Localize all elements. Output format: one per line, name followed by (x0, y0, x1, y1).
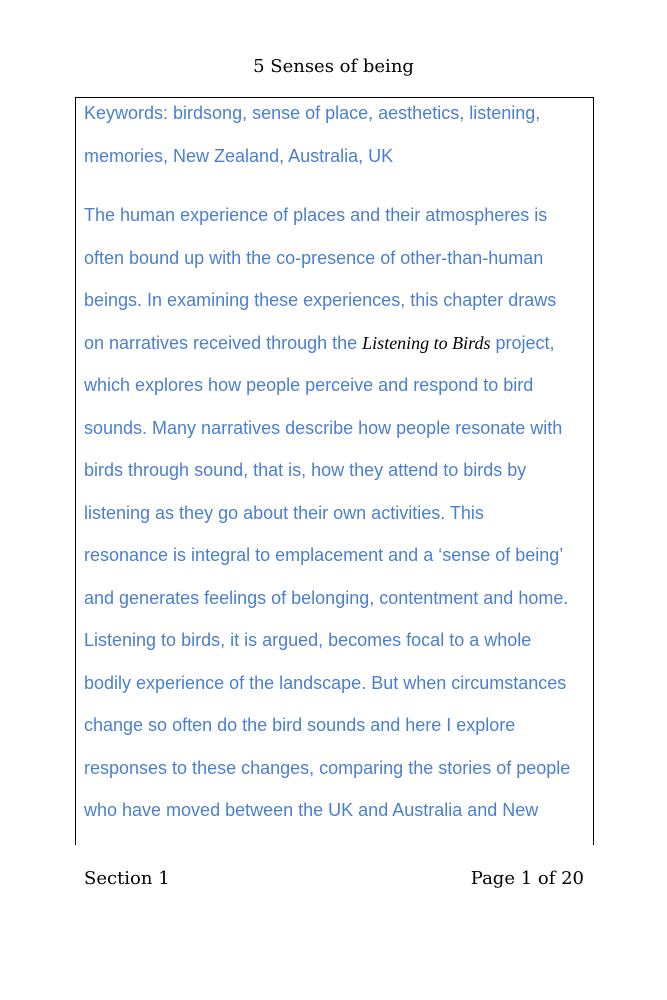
abstract-paragraph (84, 194, 592, 832)
abstract-line: sounds. Many narratives describe how people resonate with (84, 417, 563, 438)
content-box (75, 97, 594, 845)
abstract-line: bodily experience of the landscape. But when circumstances (84, 672, 567, 693)
project-title: Listening to Birds (362, 332, 491, 353)
page-number: Page 1 of 20 (470, 868, 584, 889)
keywords-line: memories, New Zealand, Australia, UK (84, 145, 394, 166)
page-header: 5 Senses of being (253, 56, 414, 77)
abstract-line: responses to these changes, comparing the stories of people (84, 757, 571, 778)
abstract-line: listening as they go about their own activities. This (84, 502, 484, 523)
abstract-line: who have moved between the UK and Australia and New (84, 800, 539, 820)
abstract-line: resonance is integral to emplacement and a ‘sense of being’ (84, 545, 564, 565)
section-label: Section 1 (84, 868, 170, 889)
keywords-paragraph (84, 92, 592, 177)
abstract-line: which explores how people perceive and respond to bird (84, 375, 534, 395)
abstract-line: and generates feelings of belonging, contentment and home. (84, 587, 569, 608)
keywords-line: Keywords: birdsong, sense of place, aesthetics, listening, (84, 103, 541, 123)
abstract-line: often bound up with the co-presence of other-than-human (84, 247, 544, 268)
abstract-text: project, (490, 332, 555, 353)
abstract-line (84, 322, 592, 365)
abstract-line: Listening to birds, it is argued, becomes focal to a whole (84, 630, 532, 650)
abstract-line: beings. In examining these experiences, this chapter draws (84, 290, 557, 310)
abstract-line: birds through sound, that is, how they attend to birds by (84, 460, 527, 480)
abstract-line: change so often do the bird sounds and here I explore (84, 715, 516, 735)
abstract-line: The human experience of places and their atmospheres is (84, 205, 548, 225)
abstract-text: on narratives received through the (84, 332, 363, 353)
